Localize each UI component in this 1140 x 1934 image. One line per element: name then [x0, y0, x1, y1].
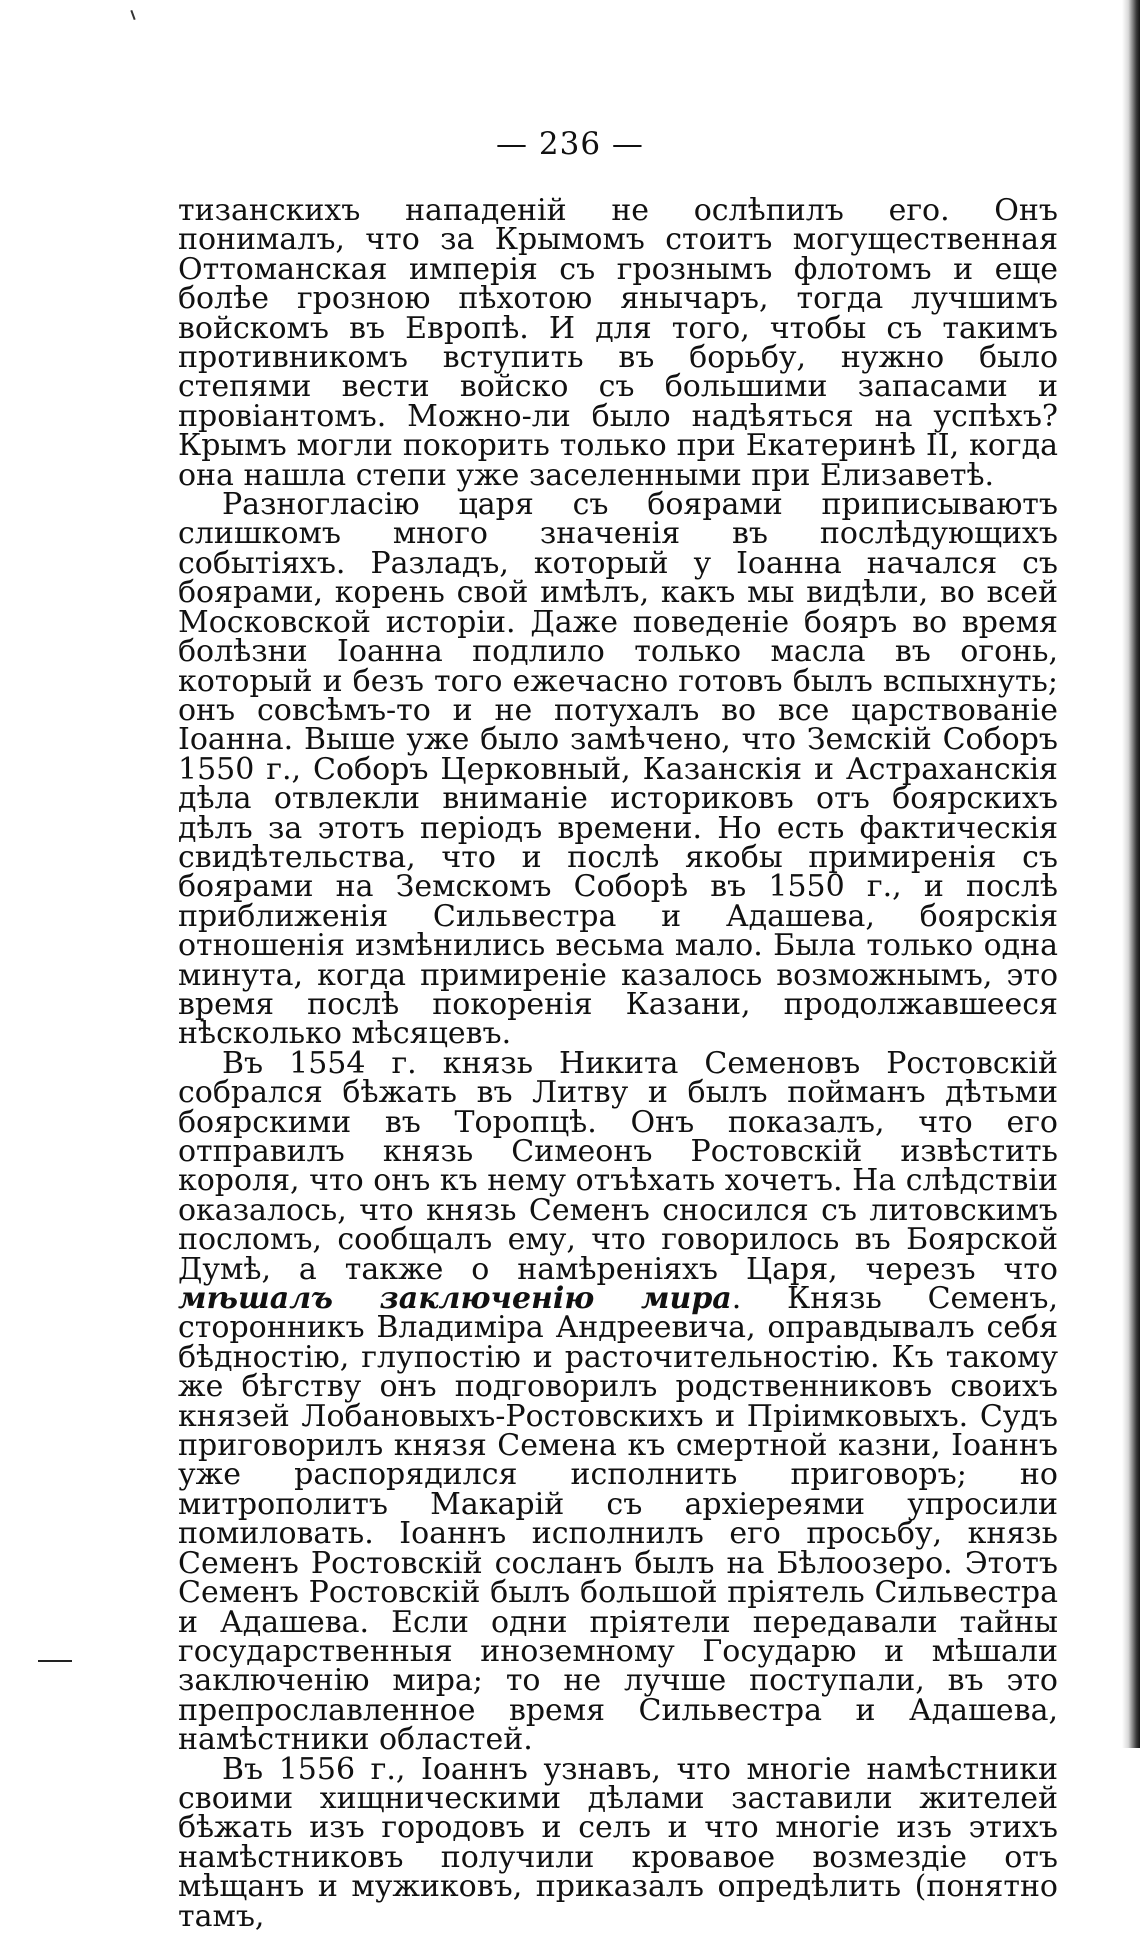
body-text — [178, 193, 1058, 1934]
paragraph-1 — [178, 193, 1058, 493]
paragraph-2-text: Разногласію царя съ боярами приписываютъ слишкомъ много значенія въ послѣдующихъ событіяхъ. Разладъ, который у Іоанна начался съ боярами, корень свой имѣлъ, какъ мы видѣли, во всей Московской исторіи. Даже поведеніе бояръ во время болѣзни Іоанна подлило только масла въ огонь, который и безъ того ежечасно готовъ былъ вспыхнуть; онъ совсѣмъ-то и не потухалъ во все царствованіе Іоанна. Выше уже было замѣчено, что Земскій Соборъ 1550 г., Соборъ Церковный, Казанскія и Астраханскія дѣла отвлекли вниманіе историковъ отъ боярскихъ дѣлъ за этотъ періодъ времени. Но есть фактическія свидѣтельства, что и послѣ якобы примиренія съ боярами на Земскомъ Соборѣ въ 1550 г., и послѣ приближенія Сильвестра и Адашева, боярскія отношенія измѣнились весьма мало. Была только одна минута, когда примиреніе казалось возможнымъ, это время послѣ покоренія Казани, продолжавшееся нѣсколько мѣсяцевъ. — [178, 487, 1058, 1052]
paragraph-3-text-a: Въ 1554 г. князь Никита Семеновъ Ростовскій собрался бѣжать въ Литву и былъ пойманъ дѣтьми боярскими въ Торопцѣ. Онъ показалъ, что его отправилъ князь Симеонъ Ростовскій извѣстить короля, что онъ къ нему отъѣхать хочетъ. На слѣдствіи оказалось, что князь Семенъ сносился съ литовскимъ посломъ, сообщалъ ему, что говорилось въ Боярской Думѣ, а также о намѣреніяхъ Царя, черезъ что — [178, 1045, 1058, 1287]
paragraph-3 — [178, 1045, 1058, 1758]
paragraph-2 — [178, 487, 1058, 1052]
paragraph-1-text: тизанскихъ нападеній не ослѣпилъ его. Онъ понималъ, что за Крымомъ стоитъ могущественная Оттоманская имперія съ грознымъ флотомъ и еще болѣе грозною пѣхотою янычаръ, тогда лучшимъ войскомъ въ Европѣ. И для того, чтобы съ такимъ противникомъ вступить въ борьбу, нужно было степями вести войско съ большими запасами и провіантомъ. Можно-ли было надѣяться на успѣхъ? Крымъ могли покорить только при Екатеринѣ II, когда она нашла степи уже заселенными при Елизаветѣ. — [178, 193, 1058, 493]
paragraph-3-text-b: . Князь Семенъ, сторонникъ Владиміра Андреевича, оправдывалъ себя бѣдностію, глупостію и расточительностію. Къ такому же бѣгству онъ подговорилъ родственниковъ своихъ князей Лобановыхъ-Ростовскихъ и Пріимковыхъ. Судъ приговорилъ князя Семена къ смертной казни, Іоаннъ уже распорядился исполнить приговоръ; но митрополитъ Макарій съ архіереями упросили помиловать. Іоаннъ исполнилъ его просьбу, князь Семенъ Ростовскій сосланъ былъ на Бѣлоозеро. Этотъ Семенъ Ростовскій былъ большой пріятель Сильвестра и Адашева. Если одни пріятели передавали тайны государственныя иноземному Государю и мѣшали заключенію мира; то не лучше поступали, въ это препрославленное время Сильвестра и Адашева, намѣстники областей. — [178, 1281, 1058, 1758]
page-number: — 236 — — [496, 126, 644, 162]
paragraph-4-text: Въ 1556 г., Іоаннъ узнавъ, что многіе намѣстники своими хищническими дѣлами заставили жителей бѣжать изъ городовъ и селъ и что многіе изъ этихъ намѣстниковъ получили кровавое возмездіе отъ мѣщанъ и мужиковъ, приказалъ опредѣлить (понятно тамъ, — [178, 1751, 1058, 1934]
paragraph-4 — [178, 1751, 1058, 1934]
margin-mark — [38, 1660, 72, 1662]
page-edge-shadow — [1122, 0, 1140, 1748]
paragraph-3-emphasis: мѣшалъ заключенію мира — [178, 1281, 732, 1317]
scan-speck — [130, 10, 135, 20]
